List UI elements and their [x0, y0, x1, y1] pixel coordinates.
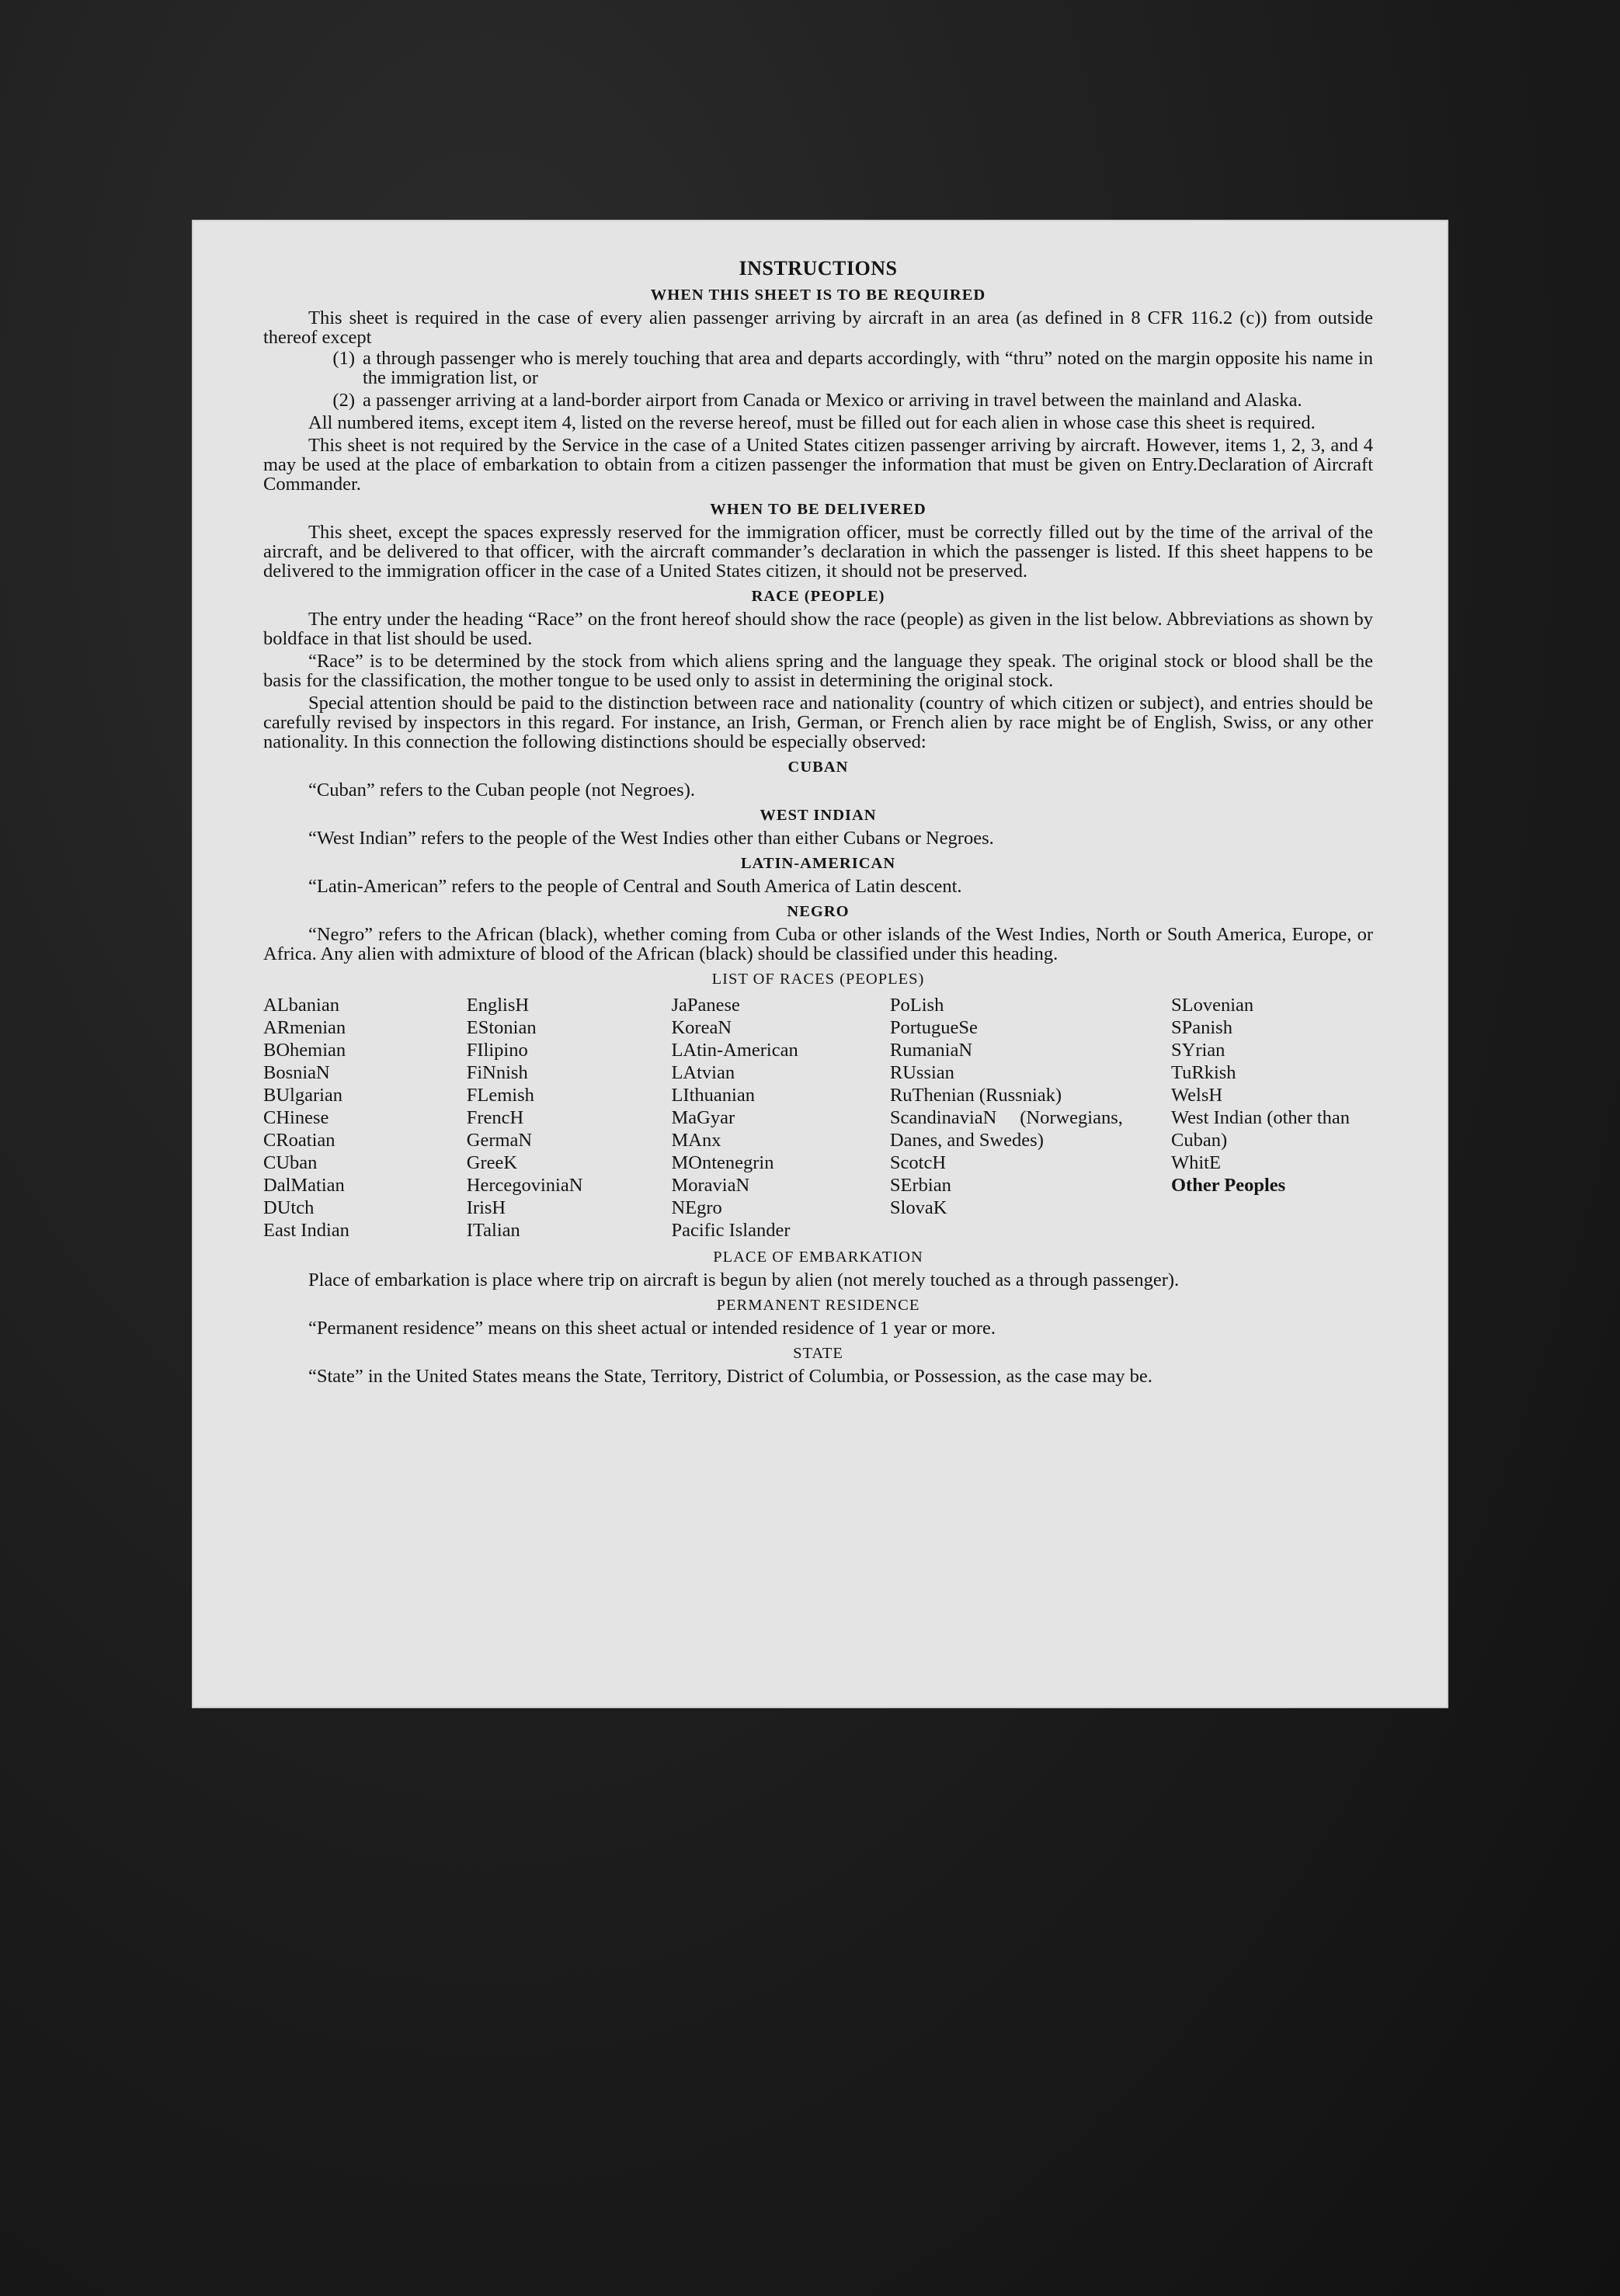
race-item: CRoatian [263, 1130, 335, 1151]
paragraph-race-stock: “Race” is to be determined by the stock from which aliens spring and the language they speak. The original stock or blood shall be the basis for the classification, the mother tongue to be used only to assist in determining the original stock. [263, 651, 1373, 691]
exception-item [263, 391, 1373, 410]
exception-item [263, 349, 1373, 387]
paragraph-race-entry: The entry under the heading “Race” on the front hereof should show the race (people) as given in the list below. Abbreviations as shown by boldface in that list should be used. [263, 609, 1373, 649]
race-item: West Indian (other than Cuban) [1171, 1107, 1351, 1151]
race-item: LAtvian [671, 1062, 735, 1083]
paragraph-residence: “Permanent residence” means on this sheet actual or intended residence of 1 year or more. [308, 1318, 996, 1339]
race-column-4 [890, 994, 1171, 1242]
race-item: LAtin-American [671, 1040, 798, 1061]
race-item: RumaniaN [889, 1040, 973, 1061]
race-item: ScandinaviaN (Norwegians, Danes, and Swedes) [889, 1107, 1123, 1151]
heading-list-of-races: LIST OF RACES (PEOPLES) [711, 971, 925, 988]
item-text: a through passenger who is merely touching that area and departs accordingly, with “thru” noted on the margin opposite his name in the immigration list, or [363, 348, 1373, 388]
race-item: JaPanese [671, 995, 740, 1016]
race-item: CHinese [263, 1107, 329, 1128]
race-item: KoreaN [671, 1017, 732, 1038]
item-number: (2) [332, 390, 355, 411]
paragraph-state: “State” in the United States means the State, Territory, District of Columbia, or Possession, as the case may be. [308, 1366, 1152, 1387]
race-item: MaGyar [671, 1107, 735, 1128]
race-column-2 [467, 994, 672, 1242]
race-item: TuRkish [1171, 1062, 1236, 1083]
race-list [263, 994, 1373, 1242]
race-item: MAnx [671, 1130, 721, 1151]
item-number: (1) [332, 348, 355, 369]
race-item: WelsH [1171, 1085, 1223, 1106]
paragraph-embarkation: Place of embarkation is place where trip on aircraft is begun by alien (not merely touched as a through passenger). [308, 1270, 1180, 1290]
race-item: MoraviaN [671, 1175, 750, 1196]
race-item: SYrian [1171, 1040, 1225, 1061]
race-item: SLovenian [1171, 995, 1254, 1016]
race-column-5 [1171, 994, 1373, 1242]
race-item: DalMatian [263, 1175, 345, 1196]
race-item: DUtch [263, 1197, 315, 1218]
race-item: SErbian [889, 1175, 951, 1196]
race-item: FrencH [466, 1107, 524, 1128]
race-item: BOhemian [263, 1040, 346, 1061]
heading-latin-american: LATIN-AMERICAN [740, 855, 896, 872]
paragraph-numbered-items: All numbered items, except item 4, listed on the reverse hereof, must be filled out for each alien in whose case this sheet is required. [308, 412, 1316, 433]
race-item: MOntenegrin [671, 1152, 774, 1173]
heading-residence: PERMANENT RESIDENCE [716, 1297, 920, 1314]
item-text: a passenger arriving at a land-border airport from Canada or Mexico or arriving in travel between the mainland and Alaska. [363, 390, 1302, 411]
race-item: FLemish [466, 1085, 534, 1106]
race-item: RuThenian (Russniak) [889, 1085, 1062, 1106]
heading-race: RACE (PEOPLE) [751, 588, 885, 605]
race-item: Other Peoples [1171, 1175, 1286, 1196]
race-item: IrisH [466, 1197, 506, 1218]
paragraph-required: This sheet is required in the case of every alien passenger arriving by aircraft in an area (as defined in 8 CFR 116.2 (c)) from outside thereof except [263, 307, 1373, 348]
race-item: LIthuanian [671, 1085, 755, 1106]
race-item: GermaN [466, 1130, 533, 1151]
paragraph-cuban: “Cuban” refers to the Cuban people (not Negroes). [308, 780, 695, 801]
race-item: FiNnish [466, 1062, 528, 1083]
race-item: GreeK [466, 1152, 518, 1173]
race-item: EStonian [466, 1017, 537, 1038]
instruction-sheet [192, 220, 1448, 1708]
race-column-3 [671, 994, 889, 1242]
race-column-1 [263, 994, 467, 1242]
race-item: ITalian [466, 1220, 520, 1241]
race-item: East Indian [263, 1220, 349, 1241]
race-item: SPanish [1171, 1017, 1232, 1038]
race-item: HercegoviniaN [466, 1175, 583, 1196]
heading-state: STATE [793, 1345, 843, 1362]
race-item: EnglisH [466, 995, 530, 1016]
race-item: FIlipino [466, 1040, 528, 1061]
heading-embarkation: PLACE OF EMBARKATION [713, 1249, 923, 1266]
race-item: ARmenian [263, 1017, 346, 1038]
paragraph-negro: “Negro” refers to the African (black), whether coming from Cuba or other islands of the West Indies, North or South America, Europe, or Africa. Any alien with admixture of blood of the African (black) should be classified under this heading. [263, 924, 1373, 964]
race-item: PoLish [889, 995, 944, 1016]
heading-when-delivered: WHEN TO BE DELIVERED [710, 501, 926, 518]
race-item: RUssian [889, 1062, 954, 1083]
paragraph-delivered: This sheet, except the spaces expressly reserved for the immigration officer, must be correctly filled out by the time of the arrival of the aircraft, and be delivered to that officer, with the aircraft commander’s declaration in which the passenger is listed. If this sheet happens to be delivered to the immigration officer in the case of a United States citizen, it should not be preserved. [263, 522, 1373, 582]
race-item: SlovaK [889, 1197, 947, 1218]
heading-negro: NEGRO [787, 903, 850, 920]
race-item: WhitE [1171, 1152, 1221, 1173]
heading-when-required: WHEN THIS SHEET IS TO BE REQUIRED [650, 287, 986, 304]
paragraph-latin-american: “Latin-American” refers to the people of Central and South America of Latin descent. [308, 876, 962, 897]
race-item: CUban [263, 1152, 318, 1173]
race-item: BUlgarian [263, 1085, 343, 1106]
race-item: ALbanian [263, 995, 339, 1016]
race-item: Pacific Islander [671, 1220, 791, 1241]
heading-cuban: CUBAN [787, 759, 849, 776]
race-item: ScotcH [889, 1152, 947, 1173]
heading-west-indian: WEST INDIAN [760, 807, 877, 824]
paragraph-west-indian: “West Indian” refers to the people of the West Indies other than either Cubans or Negroes. [308, 828, 994, 849]
paragraph-race-distinction: Special attention should be paid to the distinction between race and nationality (country of which citizen or subject), and entries should be carefully revised by inspectors in this regard. For instance, an Irish, German, or French alien by race might be of English, Swiss, or any other nationality. In this connection the following distinctions should be especially observed: [263, 693, 1373, 752]
page-title: INSTRUCTIONS [739, 257, 898, 280]
paragraph-citizen: This sheet is not required by the Service in the case of a United States citizen passenger arriving by aircraft. However, items 1, 2, 3, and 4 may be used at the place of embarkation to obtain from a citizen passenger the information that must be given on Entry.Declaration of Aircraft Commander. [263, 435, 1373, 495]
race-item: BosniaN [263, 1062, 330, 1083]
race-item: PortugueSe [889, 1017, 978, 1038]
race-item: NEgro [671, 1197, 722, 1218]
